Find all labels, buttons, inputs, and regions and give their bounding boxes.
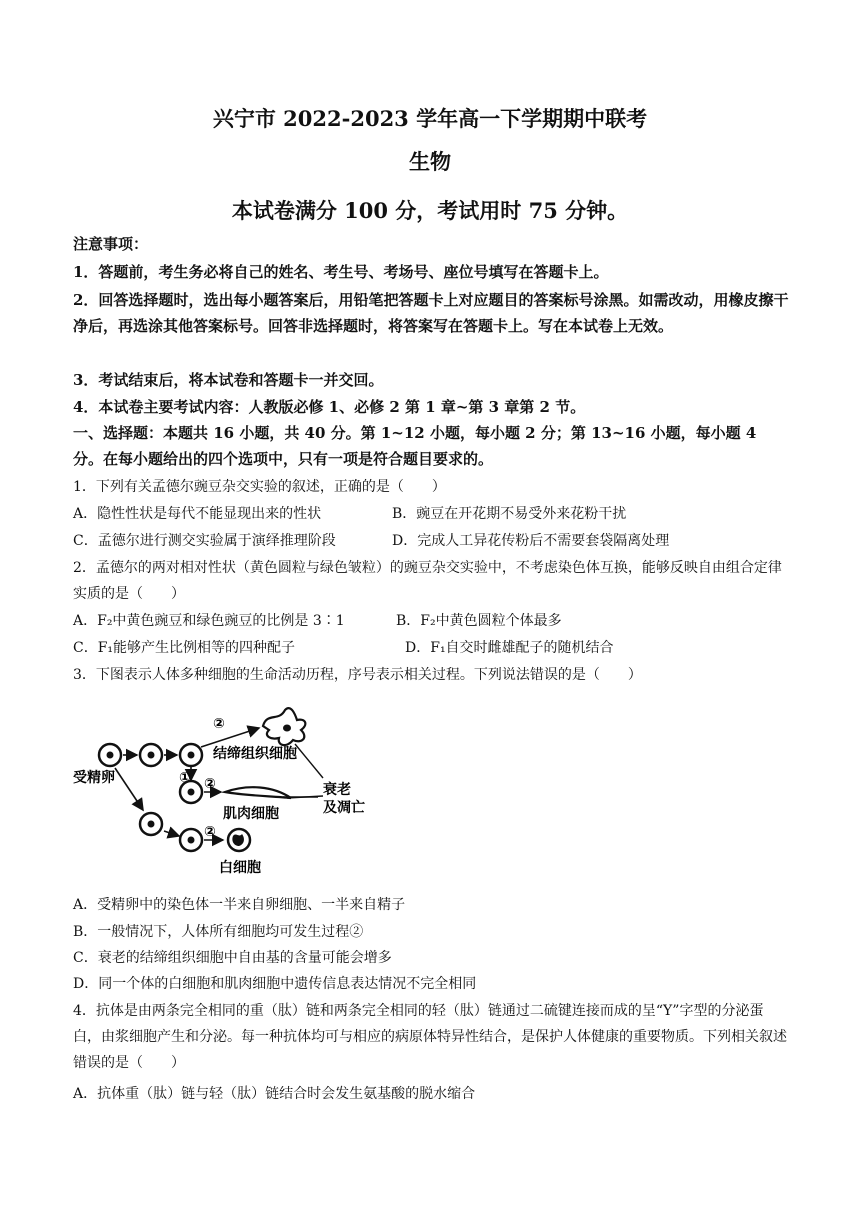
process-2-label: ② <box>204 776 216 792</box>
q2-option-d: D．F₁自交时雌雄配子的随机结合 <box>405 640 614 656</box>
arrow <box>201 728 259 747</box>
dividing-cell <box>180 781 202 803</box>
connective-tissue-label: 结缔组织细胞 <box>213 746 297 762</box>
q1-option-a: A．隐性性状是每代不能显现出来的性状 <box>73 506 322 522</box>
arrow <box>164 831 179 836</box>
aging-label: 衰老 <box>323 782 351 798</box>
note-1: 1．答题前，考生务必将自己的姓名、考生号、考场号、座位号填写在答题卡上。 <box>73 263 609 281</box>
q2-option-c: C．F₁能够产生比例相等的四种配子 <box>73 640 296 656</box>
dividing-cell <box>140 813 162 835</box>
q1-option-b: B．豌豆在开花期不易受外来花粉干扰 <box>392 506 627 522</box>
connective-tissue-cell-shape <box>263 708 305 745</box>
cell-lifecycle-diagram <box>73 700 393 880</box>
q3-stem: 3．下图表示人体多种细胞的生命活动历程，序号表示相关过程。下列说法错误的是（ ） <box>73 667 642 683</box>
q1-stem: 1．下列有关孟德尔豌豆杂交实验的叙述，正确的是（ ） <box>73 479 446 495</box>
dividing-cell <box>140 744 162 766</box>
q1-option-c: C．孟德尔进行测交实验属于演绎推理阶段 <box>73 533 336 549</box>
q3-option-a: A．受精卵中的染色体一半来自卵细胞、一半来自精子 <box>73 897 406 913</box>
q2-option-a: A．F₂中黄色豌豆和绿色豌豆的比例是 3∶1 <box>73 613 345 629</box>
zygote-cell <box>99 744 121 766</box>
muscle-cell-shape <box>225 787 291 798</box>
connector-line <box>295 744 323 778</box>
q3-option-d: D．同一个体的白细胞和肌肉细胞中遗传信息表达情况不完全相同 <box>73 976 477 992</box>
q3-option-b: B．一般情况下，人体所有细胞均可发生过程② <box>73 924 364 940</box>
process-2-label: ② <box>213 716 225 732</box>
arrow <box>115 768 143 810</box>
apoptosis-label: 及凋亡 <box>323 800 365 816</box>
notes-heading: 注意事项： <box>73 235 149 253</box>
dividing-cell <box>180 829 202 851</box>
note-3: 3．考试结束后，将本试卷和答题卡一并交回。 <box>73 371 384 389</box>
q4-stem: 4．抗体是由两条完全相同的重（肽）链和两条完全相同的轻（肽）链通过二硫键连接而成的呈“Y”字型的分泌蛋白，由浆细胞产生和分泌。每一种抗体均可与相应的病原体特异性结合，是保护人体健康的重要物质。下列相关叙述错误的是（ ） <box>73 1003 787 1071</box>
exam-subtitle: 本试卷满分 100 分，考试用时 75 分钟。 <box>231 198 629 223</box>
section-1-heading: 一、选择题：本题共 16 小题，共 40 分。第 1~12 小题，每小题 2 分；第 13~16 小题，每小题 4 分。在每小题给出的四个选项中，只有一项是符合题目要求的。 <box>73 424 757 468</box>
q4-option-a: A．抗体重（肽）链与轻（肽）链结合时会发生氨基酸的脱水缩合 <box>73 1086 476 1102</box>
q2-stem: 2．孟德尔的两对相对性状（黄色圆粒与绿色皱粒）的豌豆杂交实验中，不考虑染色体互换，能够反映自由组合定律实质的是（ ） <box>73 560 782 602</box>
process-2-label: ② <box>204 824 216 840</box>
q3-option-c: C．衰老的结缔组织细胞中自由基的含量可能会增多 <box>73 950 392 966</box>
note-4: 4．本试卷主要考试内容：人教版必修 1、必修 2 第 1 章~第 3 章第 2 节。 <box>73 398 586 416</box>
q1-option-d: D．完成人工异花传粉后不需要套袋隔离处理 <box>392 533 670 549</box>
muscle-cell-label: 肌肉细胞 <box>223 806 279 822</box>
note-2: 2．回答选择题时，选出每小题答案后，用铅笔把答题卡上对应题目的答案标号涂黑。如需改动，用橡皮擦干净后，再选涂其他答案标号。回答非选择题时，将答案写在答题卡上。写在本试卷上无效。 <box>73 291 789 335</box>
white-blood-cell-label: 白细胞 <box>219 860 261 876</box>
q2-option-b: B．F₂中黄色圆粒个体最多 <box>396 613 562 629</box>
dividing-cell <box>180 744 202 766</box>
process-1-label: ① <box>179 770 191 786</box>
exam-title: 兴宁市 2022-2023 学年高一下学期期中联考 <box>212 106 648 131</box>
white-blood-cell-shape <box>228 829 250 851</box>
exam-subject: 生物 <box>409 149 451 174</box>
zygote-label: 受精卵 <box>73 770 115 786</box>
